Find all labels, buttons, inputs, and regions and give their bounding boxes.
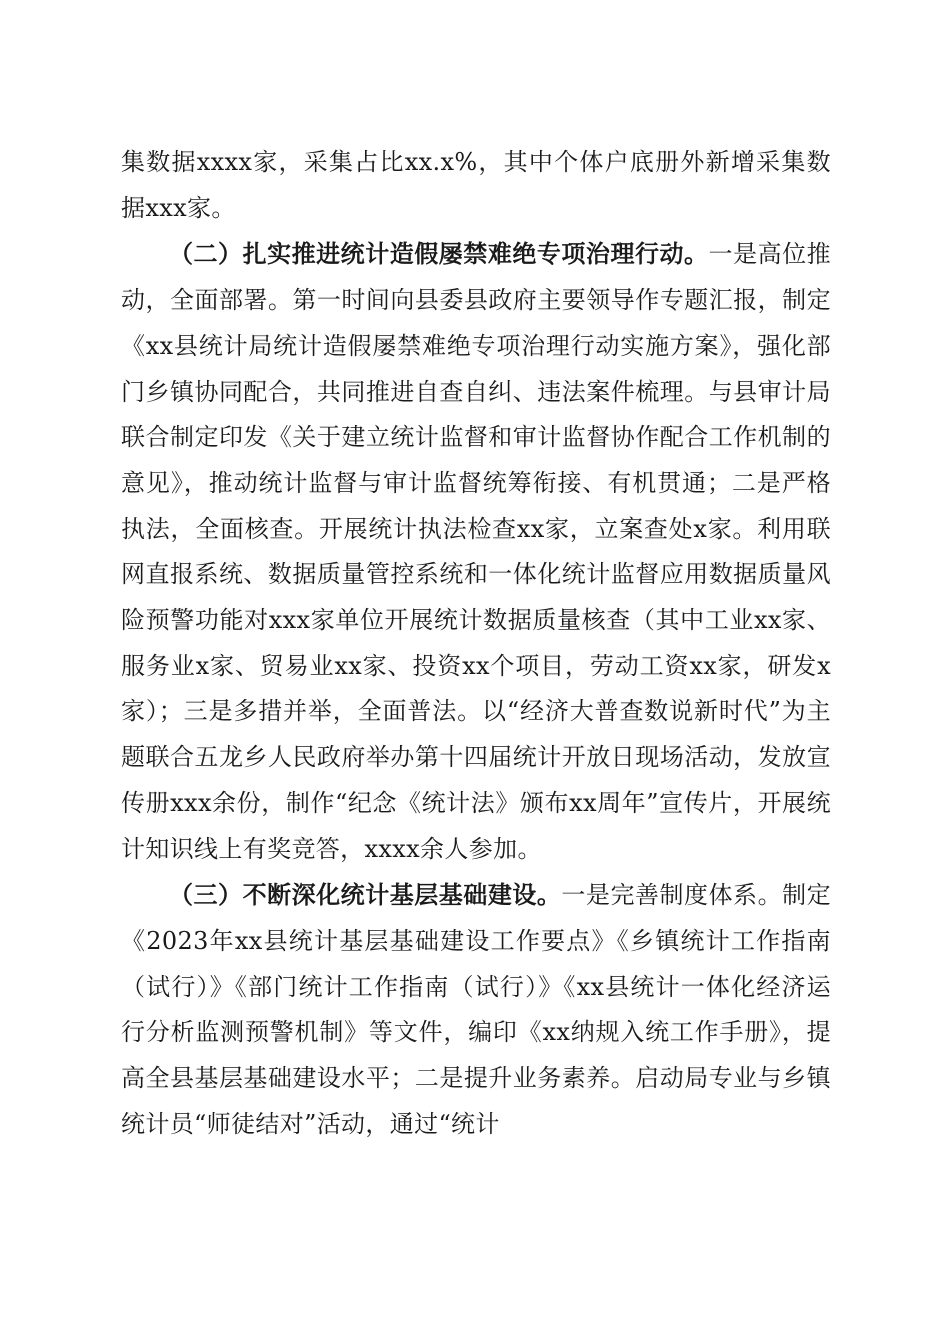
document-body (121, 140, 831, 1147)
paragraph-section-2 (121, 231, 831, 872)
paragraph-body: 一是完善制度体系。制定《2023年xx县统计基层基础建设工作要点》《乡镇统计工作指南（试行）》《部门统计工作指南（试行）》《xx县统计一体化经济运行分析监测预警机制》等文件，编印《xx纳规入统工作手册》，提高全县基层基础建设水平；二是提升业务素养。启动局专业与乡镇统计员“师徒结对”活动，通过“统计 (121, 881, 831, 1138)
section-heading: （三）不断深化统计基层基础建设。 (169, 880, 562, 910)
section-heading: （二）扎实推进统计造假屡禁难绝专项治理行动。 (169, 239, 709, 269)
paragraph-body: 集数据xxxx家，采集占比xx.x%，其中个体户底册外新增采集数据xxx家。 (121, 148, 831, 222)
paragraph-section-3 (121, 872, 831, 1147)
paragraph-body: 一是高位推动，全面部署。第一时间向县委县政府主要领导作专题汇报，制定《xx县统计局统计造假屡禁难绝专项治理行动实施方案》，强化部门乡镇协同配合，共同推进自查自纠、违法案件梳理。与县审计局联合制定印发《关于建立统计监督和审计监督协作配合工作机制的意见》，推动统计监督与审计监督统筹衔接、有机贯通；二是严格执法，全面核查。开展统计执法检查xx家，立案查处x家。利用联网直报系统、数据质量管控系统和一体化统计监督应用数据质量风险预警功能对xxx家单位开展统计数据质量核查（其中工业xx家、服务业x家、贸易业xx家、投资xx个项目，劳动工资xx家，研发x家）；三是多措并举，全面普法。以“经济大普查数说新时代”为主题联合五龙乡人民政府举办第十四届统计开放日现场活动，发放宣传册xxx余份，制作“纪念《统计法》颁布xx周年”宣传片，开展统计知识线上有奖竞答，xxxx余人参加。 (121, 240, 831, 863)
paragraph-continuation (121, 140, 831, 231)
